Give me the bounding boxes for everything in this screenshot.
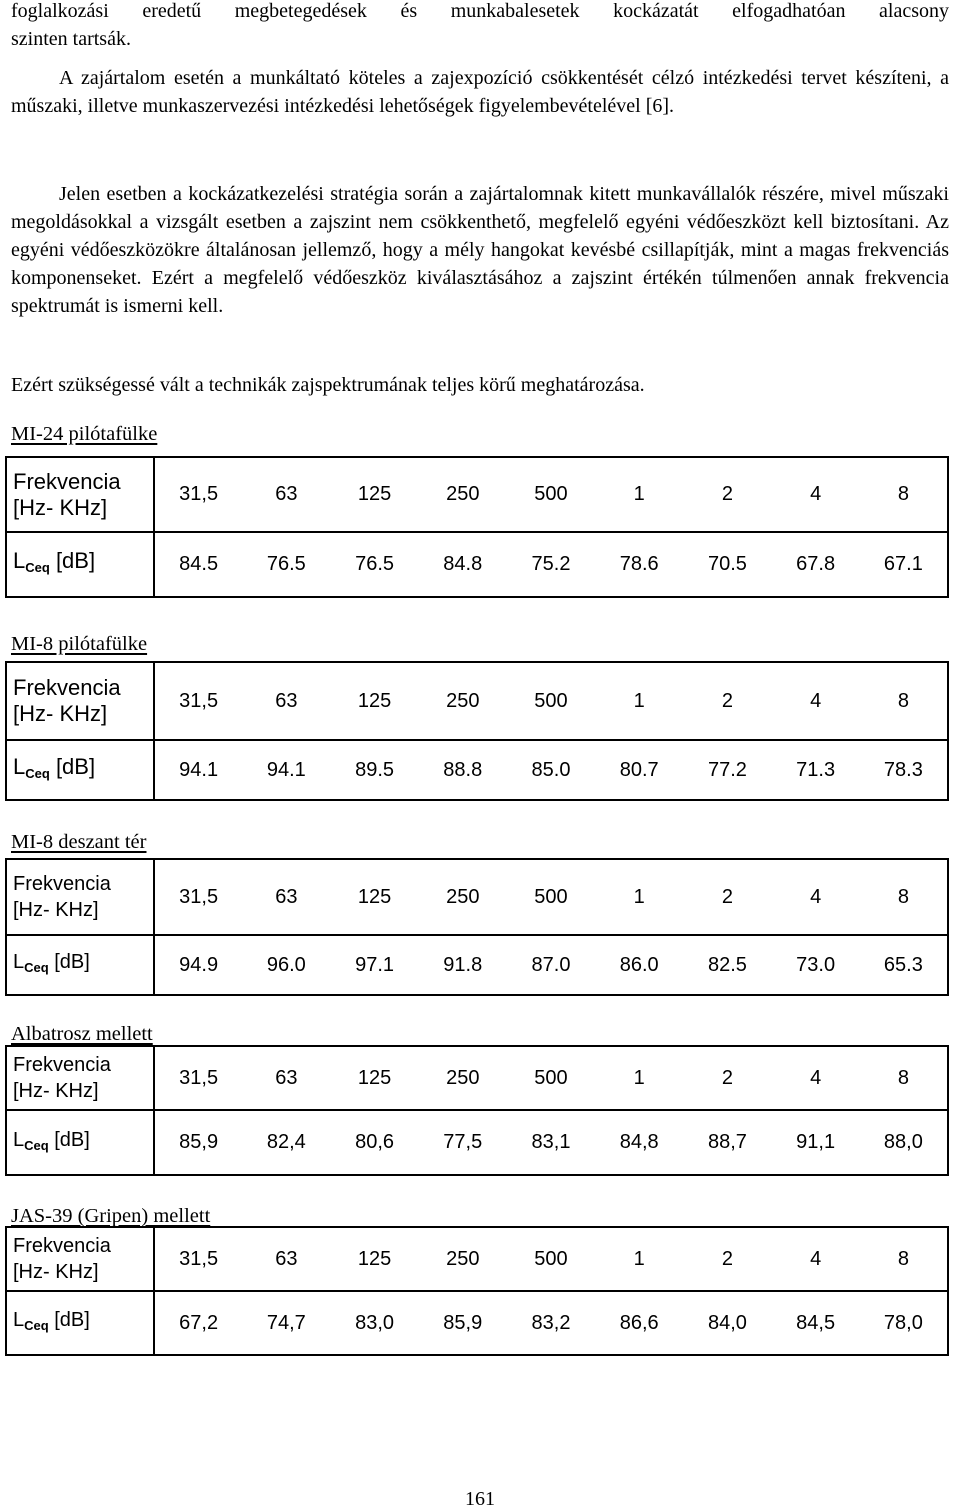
noise-spectrum-table	[5, 858, 949, 996]
level-row	[6, 1110, 948, 1175]
level-cell: 94.1	[242, 740, 330, 800]
frequency-cell: 31,5	[154, 859, 242, 935]
level-cell: 74,7	[242, 1291, 330, 1355]
frequency-label: Frekvencia [Hz- KHz]	[6, 859, 154, 935]
frequency-cell: 31,5	[154, 1227, 242, 1291]
frequency-cell: 4	[772, 662, 860, 740]
frequency-cell: 500	[507, 859, 595, 935]
level-cell: 84.8	[419, 532, 507, 597]
frequency-cell: 500	[507, 1227, 595, 1291]
frequency-cell: 500	[507, 662, 595, 740]
level-cell: 86,6	[595, 1291, 683, 1355]
frequency-cell: 8	[860, 1046, 948, 1110]
level-cell: 78.3	[860, 740, 948, 800]
frequency-cell: 2	[683, 457, 771, 532]
frequency-cell: 1	[595, 1227, 683, 1291]
level-cell: 83,2	[507, 1291, 595, 1355]
level-cell: 91.8	[419, 935, 507, 995]
frequency-cell: 250	[419, 662, 507, 740]
frequency-cell: 4	[772, 457, 860, 532]
level-cell: 89.5	[330, 740, 418, 800]
level-cell: 84.5	[154, 532, 242, 597]
frequency-cell: 31,5	[154, 457, 242, 532]
level-cell: 65.3	[860, 935, 948, 995]
level-cell: 96.0	[242, 935, 330, 995]
level-cell: 78.6	[595, 532, 683, 597]
noise-spectrum-table	[5, 1226, 949, 1356]
frequency-cell: 63	[242, 662, 330, 740]
frequency-cell: 250	[419, 1227, 507, 1291]
level-cell: 97.1	[330, 935, 418, 995]
frequency-cell: 31,5	[154, 662, 242, 740]
level-cell: 88,0	[860, 1110, 948, 1175]
level-cell: 94.9	[154, 935, 242, 995]
level-cell: 80.7	[595, 740, 683, 800]
paragraph-action-plan: A zajártalom esetén a munkáltató köteles a zajexpozíció csökkentését célzó intézkedési tervet készíteni, a műszaki, illetve munkaszervezési intézkedési lehetőségek figyelembevételével [6].	[11, 67, 949, 117]
level-label: $L_{Ceq}$ [dB]	[6, 935, 154, 995]
frequency-cell: 63	[242, 859, 330, 935]
frequency-label: Frekvencia [Hz- KHz]	[6, 662, 154, 740]
level-label: $L_{Ceq}$ [dB]	[6, 1291, 154, 1355]
level-cell: 88.8	[419, 740, 507, 800]
paragraph-continuation-line: foglalkozási eredetű megbetegedések és munkabalesetek kockázatát elfogadhatóan alacsony	[11, 0, 949, 22]
level-cell: 85,9	[419, 1291, 507, 1355]
frequency-cell: 8	[860, 1227, 948, 1291]
table-title: MI-24 pilótafülke	[11, 423, 158, 445]
paragraph-conclusion: Ezért szükségessé vált a technikák zajspektrumának teljes körű meghatározása.	[11, 374, 645, 396]
level-cell: 94.1	[154, 740, 242, 800]
noise-spectrum-table	[5, 661, 949, 801]
level-label: $L_{Ceq}$ [dB]	[6, 740, 154, 800]
frequency-cell: 125	[330, 1046, 418, 1110]
level-label: $L_{Ceq}$ [dB]	[6, 532, 154, 597]
level-cell: 67,2	[154, 1291, 242, 1355]
level-cell: 78,0	[860, 1291, 948, 1355]
level-cell: 73.0	[772, 935, 860, 995]
level-cell: 88,7	[683, 1110, 771, 1175]
level-cell: 86.0	[595, 935, 683, 995]
frequency-cell: 8	[860, 457, 948, 532]
level-cell: 67.1	[860, 532, 948, 597]
level-row	[6, 740, 948, 800]
frequency-cell: 1	[595, 457, 683, 532]
frequency-cell: 1	[595, 859, 683, 935]
frequency-row	[6, 1046, 948, 1110]
level-cell: 84,0	[683, 1291, 771, 1355]
frequency-cell: 63	[242, 1046, 330, 1110]
level-cell: 80,6	[330, 1110, 418, 1175]
level-cell: 77.2	[683, 740, 771, 800]
level-cell: 82,4	[242, 1110, 330, 1175]
frequency-row	[6, 662, 948, 740]
level-cell: 84,8	[595, 1110, 683, 1175]
noise-spectrum-table	[5, 1045, 949, 1176]
frequency-label: Frekvencia [Hz- KHz]	[6, 457, 154, 532]
frequency-cell: 125	[330, 662, 418, 740]
frequency-cell: 2	[683, 1227, 771, 1291]
level-cell: 67.8	[772, 532, 860, 597]
level-cell: 70.5	[683, 532, 771, 597]
level-cell: 77,5	[419, 1110, 507, 1175]
level-cell: 83,0	[330, 1291, 418, 1355]
level-cell: 85.0	[507, 740, 595, 800]
level-row	[6, 935, 948, 995]
page-number: 161	[465, 1488, 495, 1510]
frequency-cell: 8	[860, 662, 948, 740]
paragraph-risk-strategy: Jelen esetben a kockázatkezelési stratégia során a zajártalomnak kitett munkavállalók részére, mivel műszaki megoldásokkal a vizsgált esetben a zajszint nem csökkenthető, megfelelő egyéni védőeszközt kell biztosítani. Az egyéni védőeszközökre általánosan jellemző, hogy a mély hangokat kevésbé csillapítják, mint a magas frekvenciás komponenseket. Ezért a megfelelő védőeszköz kiválasztásához a zajszint értékén túlmenően annak frekvencia spektrumát is ismerni kell.	[11, 183, 949, 317]
frequency-cell: 4	[772, 1046, 860, 1110]
frequency-cell: 2	[683, 662, 771, 740]
frequency-cell: 4	[772, 859, 860, 935]
frequency-cell: 500	[507, 1046, 595, 1110]
frequency-cell: 63	[242, 457, 330, 532]
level-cell: 82.5	[683, 935, 771, 995]
frequency-cell: 2	[683, 859, 771, 935]
frequency-cell: 2	[683, 1046, 771, 1110]
frequency-cell: 500	[507, 457, 595, 532]
frequency-label: Frekvencia [Hz- KHz]	[6, 1046, 154, 1110]
level-label: $L_{Ceq}$ [dB]	[6, 1110, 154, 1175]
level-row	[6, 532, 948, 597]
frequency-label: Frekvencia [Hz- KHz]	[6, 1227, 154, 1291]
level-row	[6, 1291, 948, 1355]
frequency-cell: 125	[330, 457, 418, 532]
table-title: MI-8 deszant tér	[11, 831, 147, 853]
frequency-cell: 250	[419, 1046, 507, 1110]
paragraph-continuation-end: szinten tartsák.	[11, 28, 131, 50]
table-title: JAS-39 (Gripen) mellett	[11, 1205, 211, 1227]
level-cell: 76.5	[330, 532, 418, 597]
frequency-cell: 250	[419, 457, 507, 532]
frequency-cell: 1	[595, 662, 683, 740]
level-cell: 71.3	[772, 740, 860, 800]
level-cell: 76.5	[242, 532, 330, 597]
frequency-cell: 1	[595, 1046, 683, 1110]
level-cell: 91,1	[772, 1110, 860, 1175]
frequency-cell: 125	[330, 859, 418, 935]
frequency-cell: 31,5	[154, 1046, 242, 1110]
frequency-cell: 4	[772, 1227, 860, 1291]
table-title: MI-8 pilótafülke	[11, 633, 148, 655]
table-title: Albatrosz mellett	[11, 1023, 153, 1045]
level-cell: 87.0	[507, 935, 595, 995]
level-cell: 83,1	[507, 1110, 595, 1175]
frequency-row	[6, 859, 948, 935]
noise-spectrum-table	[5, 456, 949, 598]
frequency-cell: 125	[330, 1227, 418, 1291]
frequency-row	[6, 457, 948, 532]
frequency-row	[6, 1227, 948, 1291]
frequency-cell: 8	[860, 859, 948, 935]
level-cell: 85,9	[154, 1110, 242, 1175]
level-cell: 75.2	[507, 532, 595, 597]
frequency-cell: 63	[242, 1227, 330, 1291]
frequency-cell: 250	[419, 859, 507, 935]
level-cell: 84,5	[772, 1291, 860, 1355]
